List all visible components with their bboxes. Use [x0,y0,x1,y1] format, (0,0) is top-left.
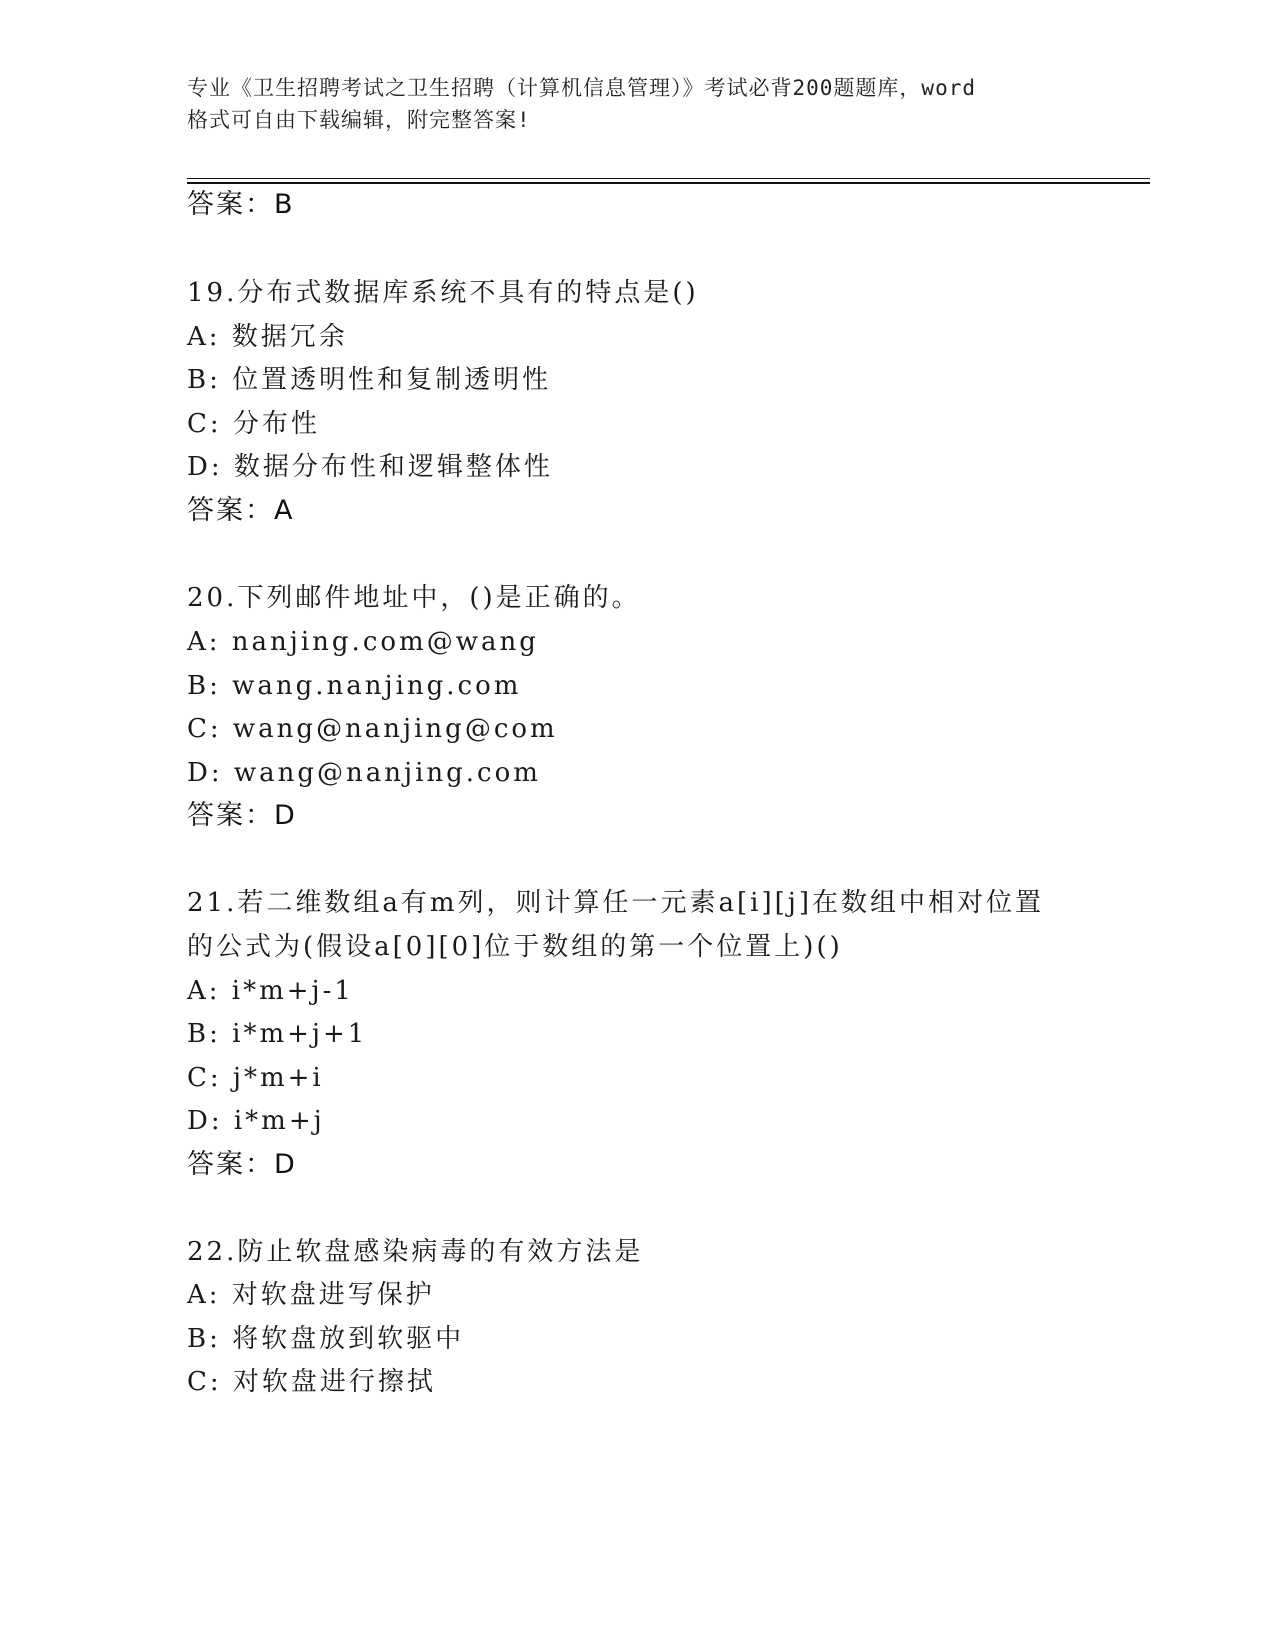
header-divider-bottom [187,182,1150,184]
question-19-option-b: B: 位置透明性和复制透明性 [187,365,552,395]
document-header [187,72,1087,136]
question-19-option-a: A: 数据冗余 [187,322,348,352]
question-22-stem: 22.防止软盘感染病毒的有效方法是 [187,1237,644,1267]
question-21-stem-cont: 的公式为(假设a[0][0]位于数组的第一个位置上)() [187,932,843,962]
question-20-option-c: C: wang@nanjing@com [187,714,558,744]
previous-answer: 答案：B [187,189,295,220]
question-20-stem: 20.下列邮件地址中，()是正确的。 [187,583,641,613]
header-line-1: 专业《卫生招聘考试之卫生招聘（计算机信息管理）》考试必背200题题库，word [187,76,976,100]
question-21-option-c: C: j*m+i [187,1063,324,1093]
question-20-answer: 答案：D [187,800,297,831]
question-19-option-c: C: 分布性 [187,409,320,439]
header-line-2: 格式可自由下载编辑，附完整答案! [187,108,531,132]
question-22-option-b: B: 将软盘放到软驱中 [187,1324,465,1354]
question-20-option-d: D: wang@nanjing.com [187,758,541,788]
question-22-option-c: C: 对软盘进行擦拭 [187,1367,436,1397]
question-19-answer: 答案：A [187,495,295,526]
question-20-option-b: B: wang.nanjing.com [187,671,522,701]
question-21-stem: 21.若二维数组a有m列，则计算任一元素a[i][j]在数组中相对位置 [187,888,1044,918]
question-21-option-d: D: i*m+j [187,1106,325,1136]
question-22-option-a: A: 对软盘进写保护 [187,1280,435,1310]
question-19-option-d: D: 数据分布性和逻辑整体性 [187,452,553,482]
question-21-answer: 答案：D [187,1149,297,1180]
question-21-option-b: B: i*m+j+1 [187,1019,368,1049]
header-divider-top [187,178,1150,179]
question-20-option-a: A: nanjing.com@wang [187,627,539,657]
question-21-option-a: A: i*m+j-1 [187,976,354,1006]
question-19-stem: 19.分布式数据库系统不具有的特点是() [187,278,699,308]
